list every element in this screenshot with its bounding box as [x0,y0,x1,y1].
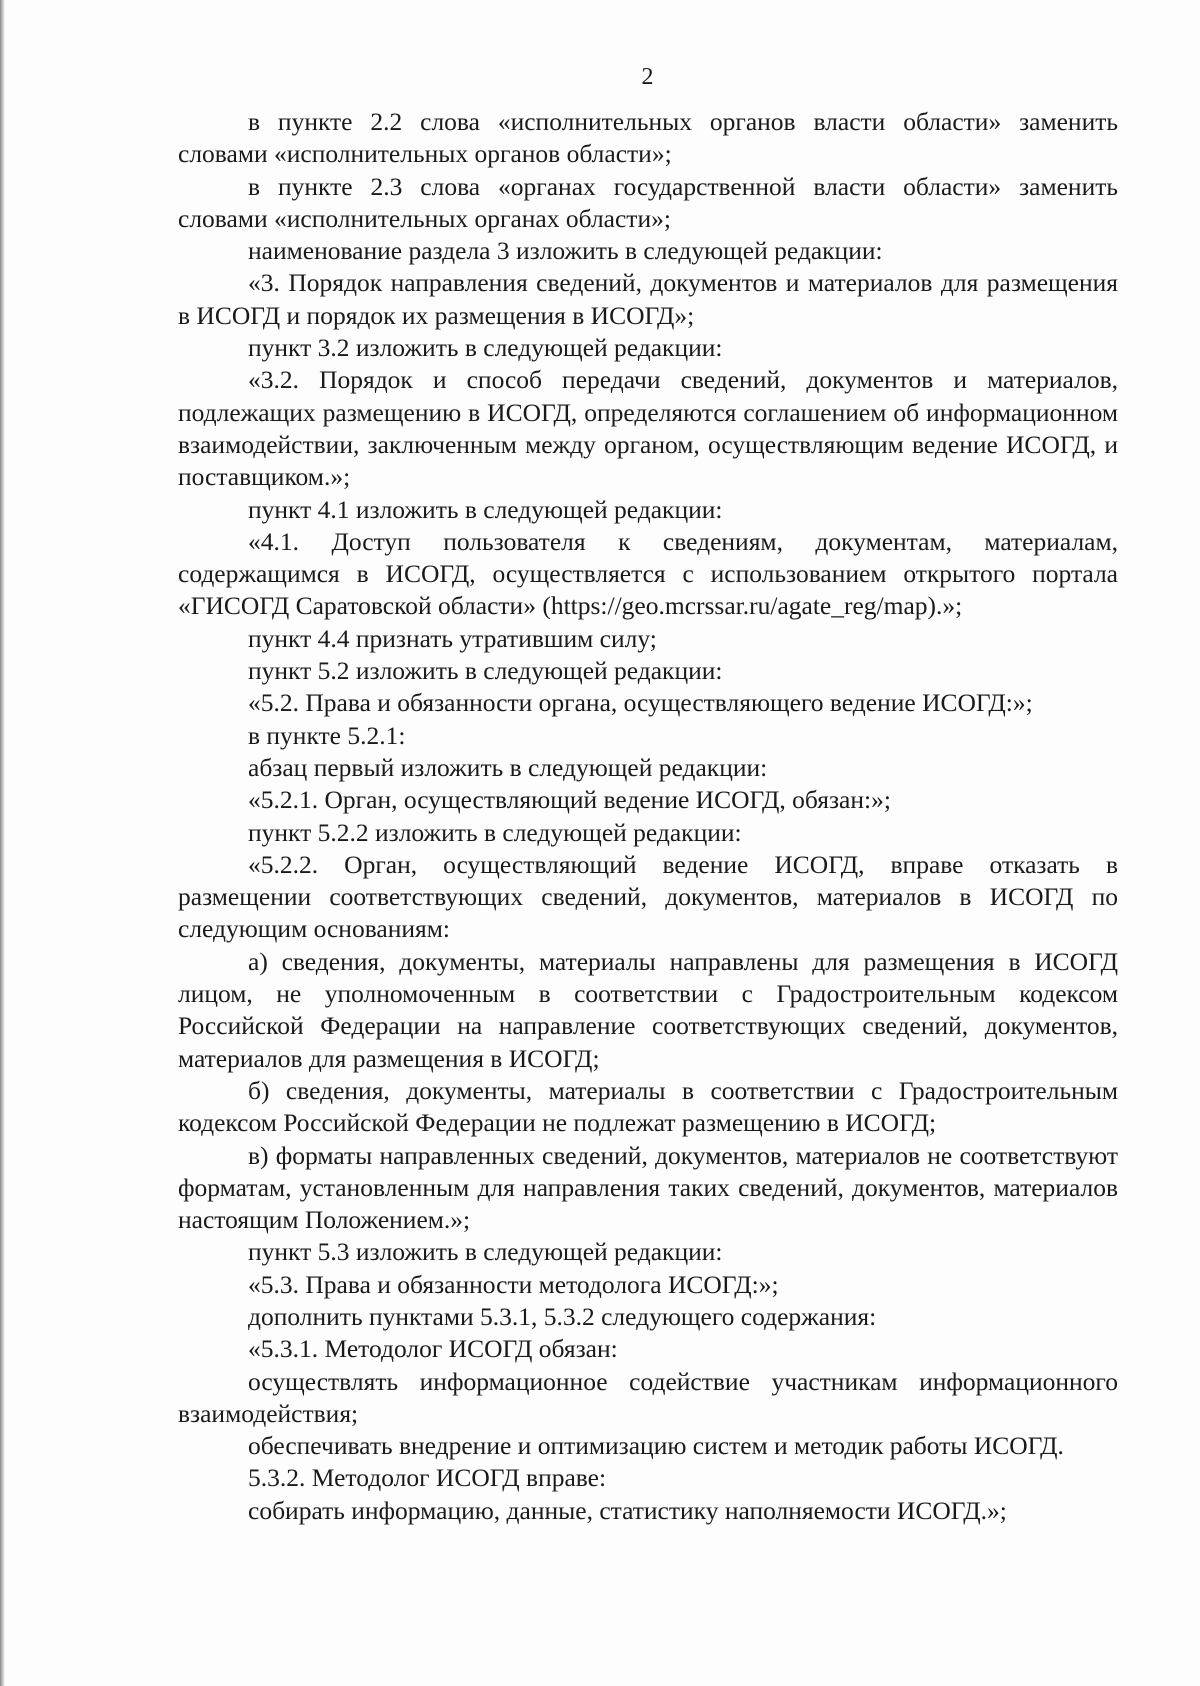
page-number: 2 [641,64,654,90]
paragraph: «4.1. Доступ пользователя к сведениям, документам, материалам, содержащимся в ИСОГД, осуществляется с использованием открытого портала «ГИСОГД Саратовской области» (https://geo.mcrssar.ru/agate_reg/map).»; [178,526,1118,621]
paragraph: «5.2.1. Орган, осуществляющий ведение ИСОГД, обязан:»; [248,785,891,815]
paragraph: наименование раздела 3 изложить в следующей редакции: [248,236,883,266]
paragraph: «5.3. Права и обязанности методолога ИСОГД:»; [248,1269,779,1299]
paragraph: в пункте 2.3 слова «органах государственной власти области» заменить словами «исполнительных органах области»; [178,171,1118,233]
paragraph: осуществлять информационное содействие участникам информационного взаимодействия; [178,1366,1118,1428]
paragraph: обеспечивать внедрение и оптимизацию систем и методик работы ИСОГД. [248,1431,1064,1461]
paragraph: пункт 5.3 изложить в следующей редакции: [248,1237,723,1267]
paragraph: «5.3.1. Методолог ИСОГД обязан: [248,1334,618,1364]
paragraph: «3.2. Порядок и способ передачи сведений, документов и материалов, подлежащих размещению в ИСОГД, определяются соглашением об информационном взаимодействии, заключенным между органом, осуществляющим ведение ИСОГД, и поставщиком.»; [178,365,1118,492]
paragraph: а) сведения, документы, материалы направлены для размещения в ИСОГД лицом, не уполномоченным в соответствии с Градостроительным кодексом Российской Федерации на направление соответствующих сведений, документов, материалов для размещения в ИСОГД; [178,946,1118,1073]
paragraph: пункт 4.1 изложить в следующей редакции: [248,494,723,524]
paragraph: «3. Порядок направления сведений, документов и материалов для размещения в ИСОГД и порядок их размещения в ИСОГД»; [178,268,1118,330]
paragraph: пункт 3.2 изложить в следующей редакции: [248,333,723,363]
paragraph: собирать информацию, данные, статистику наполняемости ИСОГД.»; [248,1495,1007,1525]
scan-edge-shadow [0,0,5,1686]
document-body [178,106,1118,1527]
paragraph: в) форматы направленных сведений, документов, материалов не соответствуют форматам, установленным для направления таких сведений, документов, материалов настоящим Положением.»; [178,1140,1118,1235]
paragraph: абзац первый изложить в следующей редакции: [248,752,768,782]
paragraph: «5.2.2. Орган, осуществляющий ведение ИСОГД, вправе отказать в размещении соответствующих сведений, документов, материалов в ИСОГД по следующим основаниям: [178,849,1118,944]
paragraph: пункт 4.4 признать утратившим силу; [248,623,657,653]
paragraph: дополнить пунктами 5.3.1, 5.3.2 следующего содержания: [248,1301,877,1331]
paragraph: «5.2. Права и обязанности органа, осуществляющего ведение ИСОГД:»; [248,688,1033,718]
paragraph: 5.3.2. Методолог ИСОГД вправе: [248,1463,607,1493]
paragraph: в пункте 5.2.1: [248,720,406,750]
paragraph: в пункте 2.2 слова «исполнительных органов власти области» заменить словами «исполнительных органов области»; [178,107,1118,169]
paragraph: пункт 5.2.2 изложить в следующей редакции: [248,817,742,847]
paragraph: пункт 5.2 изложить в следующей редакции: [248,656,723,686]
paragraph: б) сведения, документы, материалы в соответствии с Градостроительным кодексом Российской Федерации не подлежат размещению в ИСОГД; [178,1075,1118,1138]
